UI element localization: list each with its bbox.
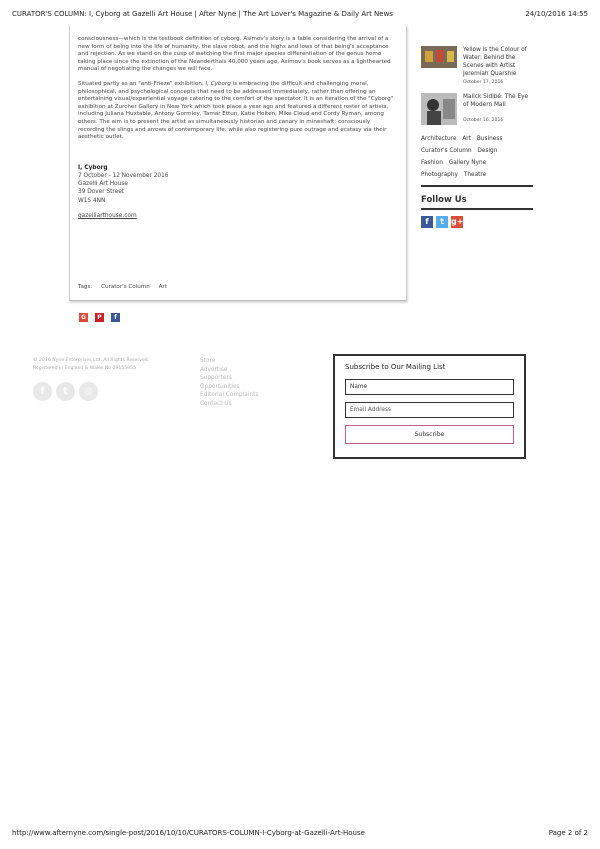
footer-link-store[interactable]: Store xyxy=(200,358,216,364)
google-plus-icon[interactable]: G xyxy=(79,313,88,322)
facebook-icon[interactable]: f xyxy=(33,382,52,401)
post-thumbnail[interactable] xyxy=(421,46,457,68)
category-fashion[interactable]: Fashion xyxy=(421,160,443,166)
post-title[interactable]: Malick Sidibé: The Eye of Modern Mali xyxy=(463,94,529,108)
footer-links xyxy=(200,357,258,409)
print-footer xyxy=(12,829,588,837)
print-datetime: 24/10/2016 14:55 xyxy=(525,10,588,18)
footer-copyright: © 2016 Nyne Enterprises Ltd. All Rights Reserved. Registered in England & Wales No 09155955 f t ◎ xyxy=(33,357,149,401)
post-date: October 17, 2016 xyxy=(463,80,504,85)
event-link[interactable]: gazelliarthouse.com xyxy=(78,212,137,219)
print-title: CURATOR'S COLUMN: I, Cyborg at Gazelli Art House | After Nyne | The Art Lover's Magazine & Daily Art News xyxy=(12,10,393,18)
name-field[interactable]: Name xyxy=(345,379,514,395)
email-field[interactable]: Email Address xyxy=(345,402,514,418)
divider xyxy=(421,185,533,187)
footer-social-icons xyxy=(33,382,149,401)
subscribe-button[interactable]: Subscribe xyxy=(345,425,514,444)
footer-link-advertise[interactable]: Advertise xyxy=(200,366,228,373)
twitter-icon[interactable]: t xyxy=(436,216,448,228)
exhibition-title-italic: I, Cyborg xyxy=(205,80,231,87)
print-page-number: Page 2 of 2 xyxy=(548,829,588,837)
subscribe-box xyxy=(333,354,526,459)
tag-curators-column[interactable]: Curator's Column xyxy=(101,284,150,290)
footer-link-supporters[interactable]: Supporters xyxy=(200,375,232,382)
divider xyxy=(421,208,533,210)
twitter-icon[interactable]: t xyxy=(56,382,75,401)
event-street: 39 Dover Street xyxy=(78,189,125,196)
facebook-icon[interactable]: f xyxy=(421,216,433,228)
category-art[interactable]: Art xyxy=(462,136,471,142)
tag-art[interactable]: Art xyxy=(158,284,167,290)
share-icons xyxy=(79,313,120,322)
category-theatre[interactable]: Theatre xyxy=(463,172,487,178)
follow-icons xyxy=(421,216,533,228)
footer-link-opportunities[interactable]: Opportunities xyxy=(200,383,240,390)
event-venue: Gazelli Art House xyxy=(78,181,128,188)
footer-link-contact-us[interactable]: Contact Us xyxy=(200,400,232,407)
tags-row xyxy=(78,284,174,290)
sidebar-post[interactable] xyxy=(421,93,533,125)
article-body xyxy=(69,26,407,301)
event-details xyxy=(78,164,398,220)
category-photography[interactable]: Photography xyxy=(421,172,458,178)
post-title[interactable]: Yellow is the Colour of Water: Behind the Scenes with Artist Jeremiah Quarshie xyxy=(463,47,527,77)
category-architecture[interactable]: Architecture xyxy=(421,136,457,142)
sidebar xyxy=(421,46,533,228)
footer-link-editorial-complaints[interactable]: Editorial Complaints xyxy=(200,392,259,399)
post-thumbnail[interactable] xyxy=(421,93,457,125)
article-paragraph-2: Situated partly as an "anti-Frieze" exhibition, I, Cyborg is embracing the difficult and challenging moral, philosophical, and psychological concepts that need to be addressed immediately, rather than offering an entertaining visual/experiential voyage catering to the comfort of the spectator. It is an iteration of the "Cyborg" exhibition at Zurcher Gallery in New York which took place a year ago and featured a different roster of artists, including Juliana Huxtable, Antony Gormley, Tamar Ettun, Katie Holten, Mike Cloud and Cordy Ryman, among others. The aim is to present the artist as simultaneously historian and canary in mineshaft; consciously recording the slings and arrows of contemporary life, while also registering pure outrage and ecstasy via their aesthetic outlet. xyxy=(78,80,394,141)
category-curators-column[interactable]: Curator's Column xyxy=(421,148,472,154)
category-list xyxy=(421,133,533,181)
category-business[interactable]: Business xyxy=(476,136,503,142)
instagram-icon[interactable]: ◎ xyxy=(79,382,98,401)
follow-us-heading: Follow Us xyxy=(421,195,467,205)
event-dates: 7 October - 12 November 2016 xyxy=(78,172,169,179)
category-gallery-nyne[interactable]: Gallery Nyne xyxy=(448,160,487,166)
subscribe-title: Subscribe to Our Mailing List xyxy=(345,363,446,371)
print-url: http://www.afternyne.com/single-post/2016/10/10/CURATORS-COLUMN-I-Cyborg-at-Gazelli-Art-House xyxy=(12,829,365,837)
category-design[interactable]: Design xyxy=(477,148,498,154)
tags-label: Tags: xyxy=(78,284,93,290)
print-header xyxy=(12,10,588,18)
post-date: October 16, 2016 xyxy=(463,118,504,123)
pinterest-icon[interactable]: P xyxy=(95,313,104,322)
sidebar-post[interactable] xyxy=(421,46,533,85)
facebook-icon[interactable]: f xyxy=(111,313,120,322)
article-paragraph-1: consciousness—which is the testbook definition of cyborg. Asimov's story is a fable considering the arrival of a new form of being into the life of humanity, the slave robot, and the highs and lows of that being's acceptance and rejection. As we stand on the cusp of watching the first major species differentiation of the genus homo taking place since the extinction of the Neanderthals 40,000 years ago, Asimov's book serves as a lighthearted manual of negotiating the changes we will face. xyxy=(78,36,391,73)
event-postcode: W1S 4NN xyxy=(78,197,106,204)
event-title: I, Cyborg xyxy=(78,164,108,171)
google-plus-icon[interactable]: g+ xyxy=(451,216,464,226)
